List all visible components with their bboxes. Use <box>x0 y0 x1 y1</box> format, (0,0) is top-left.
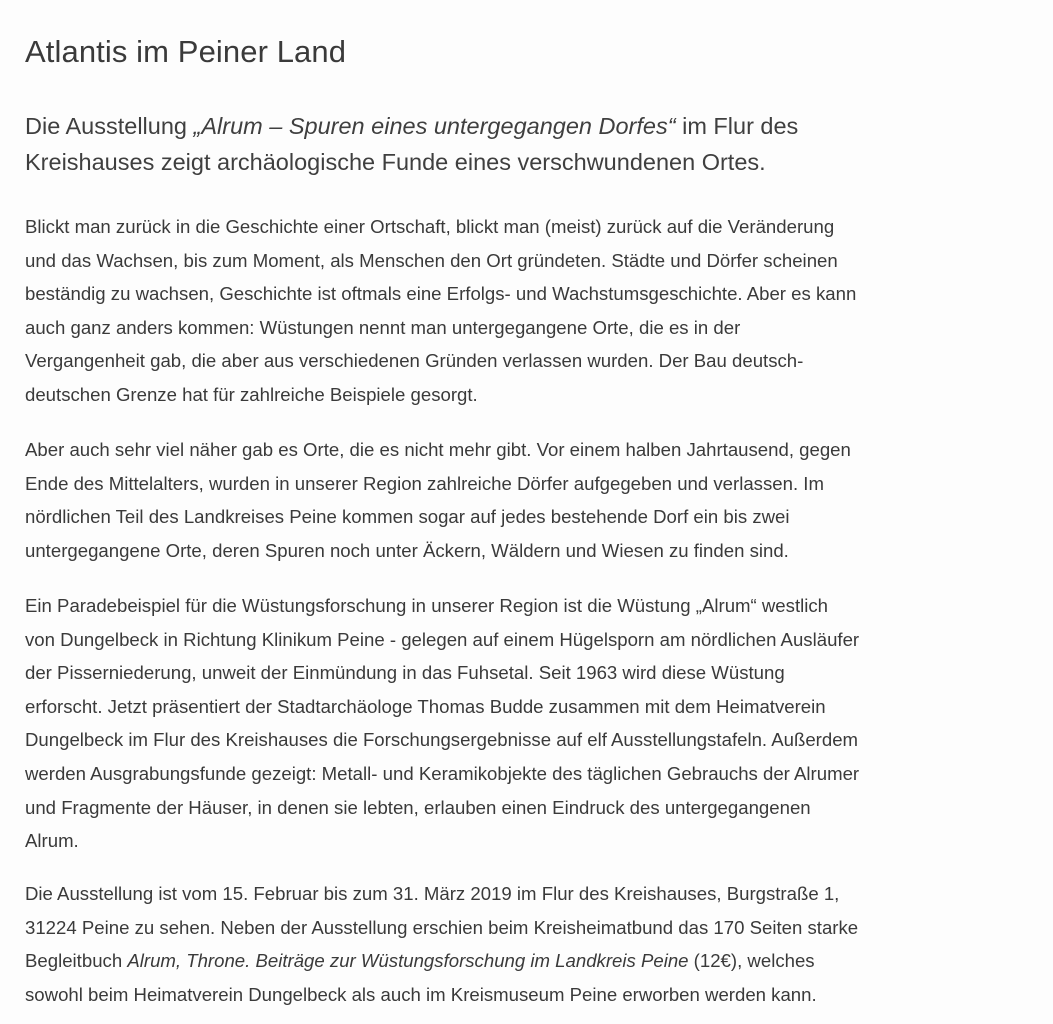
text-line: untergegangene Orte, deren Spuren noch unter Äckern, Wäldern und Wiesen zu finden sind. <box>25 539 789 561</box>
exhibition-name: „Alrum – Spuren eines untergegangen Dorfes“ <box>193 113 676 139</box>
subtitle-line-1 <box>25 108 1035 144</box>
text-line: Blickt man zurück in die Geschichte einer Ortschaft, blickt man (meist) zurück auf die Veränderung <box>25 216 835 237</box>
text-line: und Fragmente der Häuser, in denen sie lebten, erlauben einen Eindruck des untergegangenen <box>25 796 811 818</box>
text-line: werden Ausgrabungsfunde gezeigt: Metall- und Keramikobjekte des täglichen Gebrauchs der Alrumer <box>25 762 860 784</box>
paragraph-4 <box>25 877 1040 1011</box>
text-line: und das Wachsen, bis zum Moment, als Menschen den Ort gründeten. Städte und Dörfer scheinen <box>25 249 838 271</box>
subtitle <box>25 108 1035 180</box>
text-line: erforscht. Jetzt präsentiert der Stadtarchäologe Thomas Budde zusammen mit dem Heimatverein <box>25 695 826 717</box>
text-line: der Pisserniederung, unweit der Einmündung in das Fuhsetal. Seit 1963 wird diese Wüstung <box>25 662 785 684</box>
text-line: auch ganz anders kommen: Wüstungen nennt man untergegangene Orte, die es in der <box>25 316 741 338</box>
subtitle-text: Die Ausstellung <box>25 113 194 139</box>
text-line: Vergangenheit gab, die aber aus verschiedenen Gründen verlassen wurden. Der Bau deutsch- <box>25 350 804 372</box>
text-line <box>25 944 1040 978</box>
text-line: Die Ausstellung ist vom 15. Februar bis zum 31. März 2019 im Flur des Kreishauses, Burgstraße 1, <box>25 883 840 904</box>
text-line: deutschen Grenze hat für zahlreiche Beispiele gesorgt. <box>25 383 478 405</box>
text-line: Dungelbeck im Flur des Kreishauses die Forschungsergebnisse auf elf Ausstellungstafeln. Außerdem <box>25 729 859 751</box>
subtitle-line-2: Kreishauses zeigt archäologische Funde eines verschwundenen Ortes. <box>25 149 766 175</box>
text-segment: (12€), welches <box>688 950 815 972</box>
text-line: beständig zu wachsen, Geschichte ist oftmals eine Erfolgs- und Wachstumsgeschichte. Aber es kann <box>25 283 857 305</box>
page-title: Atlantis im Peiner Land <box>25 34 347 69</box>
text-line: Aber auch sehr viel näher gab es Orte, die es nicht mehr gibt. Vor einem halben Jahrtausend, gegen <box>25 439 851 460</box>
text-line: Ende des Mittelalters, wurden in unserer Region zahlreiche Dörfer aufgegeben und verlassen. Im <box>25 472 824 494</box>
text-line: Alrum. <box>25 830 79 852</box>
book-title: Alrum, Throne. Beiträge zur Wüstungsforschung im Landkreis Peine <box>127 950 689 972</box>
text-segment: Begleitbuch <box>25 950 128 972</box>
text-line: nördlichen Teil des Landkreises Peine kommen sogar auf jedes bestehende Dorf ein bis zwei <box>25 506 790 528</box>
subtitle-text: im Flur des <box>675 113 799 139</box>
text-line: sowohl beim Heimatverein Dungelbeck als auch im Kreismuseum Peine erworben werden kann. <box>25 983 817 1005</box>
paragraph-2 <box>25 433 1040 567</box>
text-line: von Dungelbeck in Richtung Klinikum Peine - gelegen auf einem Hügelsporn am nördlichen Ausläufer <box>25 628 860 650</box>
text-line: 31224 Peine zu sehen. Neben der Ausstellung erschien beim Kreisheimatbund das 170 Seiten starke <box>25 916 859 938</box>
paragraph-1 <box>25 210 1040 412</box>
text-line: Ein Paradebeispiel für die Wüstungsforschung in unserer Region ist die Wüstung „Alrum“ westlich <box>25 595 829 616</box>
paragraph-3 <box>25 589 1040 858</box>
